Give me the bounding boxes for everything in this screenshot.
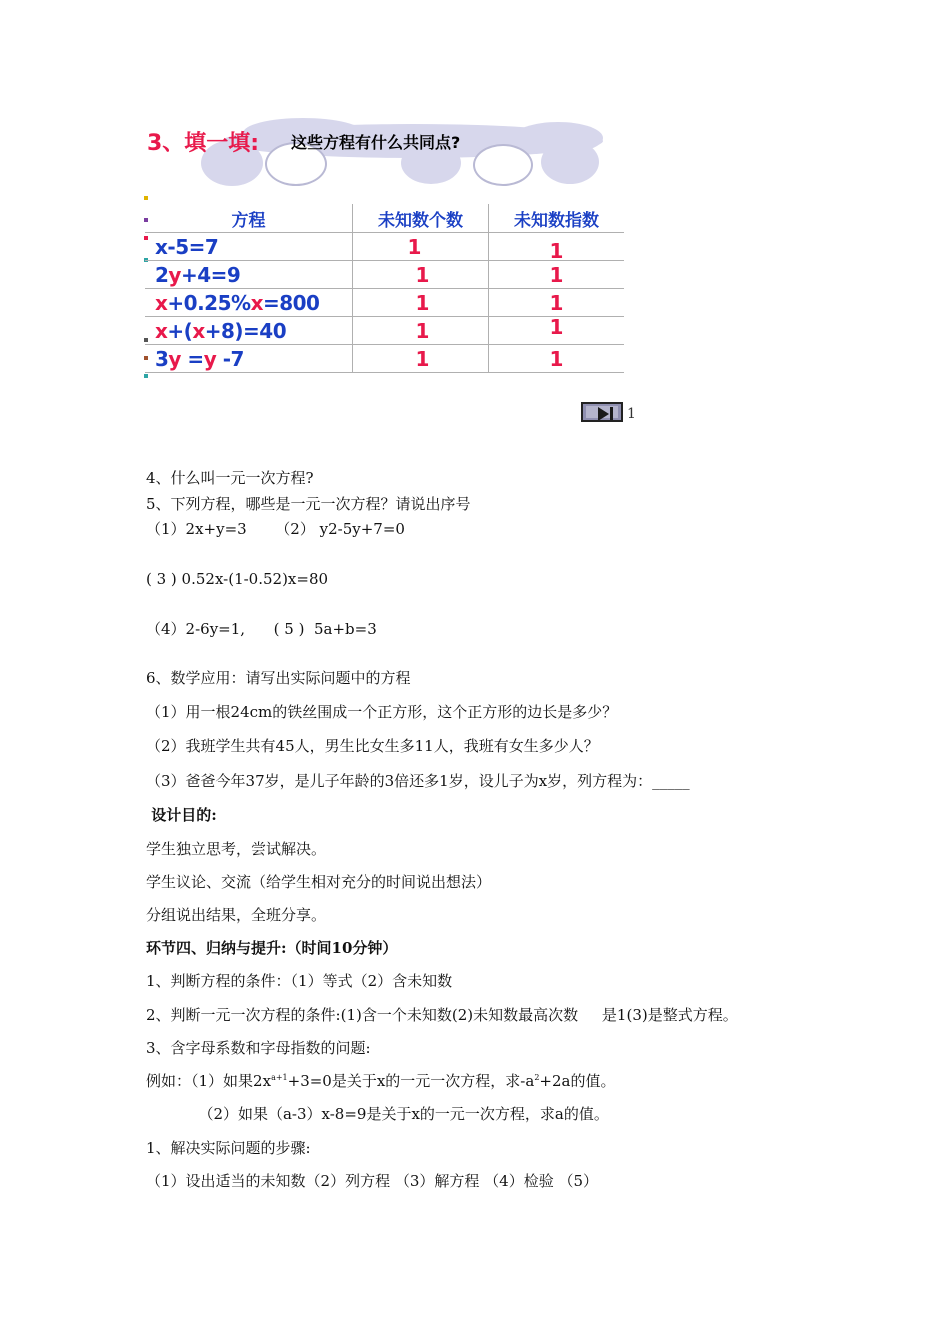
question-5-item-3: ( 3 ) 0.52x-(1-0.52)x=80 <box>146 570 329 588</box>
unknown-count-cell <box>353 261 489 289</box>
equation-part: +( <box>167 318 193 343</box>
equation-part: y <box>168 262 181 287</box>
exponent-a-plus-1: a+1 <box>271 1073 288 1082</box>
unknown-exponent-value: 1 <box>549 290 564 315</box>
unknown-exponent-value: 1 <box>549 314 564 339</box>
question-6-item-3: （3）爸爸今年37岁，是儿子年龄的3倍还多1岁，设儿子为x岁，列方程为：_____ <box>146 772 690 790</box>
table-row <box>145 345 624 373</box>
summary-line-1: 1、判断方程的条件：（1）等式（2）含未知数 <box>146 972 453 990</box>
table-row <box>145 261 624 289</box>
equation-part: +0.25% <box>167 290 251 315</box>
question-5-items-1-2: （1）2x+y=3 （2） y2-5y+7=0 <box>146 520 405 538</box>
unknown-count-cell <box>353 233 489 261</box>
exponent-2: 2 <box>534 1073 540 1082</box>
equation-part: +4=9 <box>180 262 241 287</box>
equation-text <box>145 319 286 343</box>
cloud-puff <box>541 140 599 184</box>
purpose-line-1: 学生独立思考，尝试解决。 <box>146 840 327 858</box>
unknown-exponent-value: 1 <box>549 346 564 371</box>
example-1-part-c: +2a的值。 <box>539 1072 616 1090</box>
unknown-count-value: 1 <box>415 290 430 315</box>
next-slide-button[interactable] <box>581 402 623 422</box>
unknown-count-cell <box>353 345 489 373</box>
summary-line-3: 3、含字母系数和字母指数的问题: <box>146 1039 371 1057</box>
header-unknown-exponent: 未知数指数 <box>489 204 625 233</box>
section-4-heading: 环节四、归纳与提升:（时间10分钟） <box>146 939 398 957</box>
question-6-item-1: （1）用一根24cm的铁丝围成一个正方形，这个正方形的边长是多少？ <box>146 703 618 721</box>
question-6-item-2: （2）我班学生共有45人，男生比女生多11人，我班有女生多少人？ <box>146 737 599 755</box>
unknown-count-value: 1 <box>415 318 430 343</box>
slide-image <box>143 118 635 393</box>
equation-part: y <box>168 346 181 371</box>
question-5: 5、下列方程，哪些是一元一次方程？请说出序号 <box>146 495 471 513</box>
table-row <box>145 317 624 345</box>
equation-table <box>145 204 624 373</box>
example-1 <box>146 1071 615 1091</box>
equation-part: +8)=40 <box>204 318 287 343</box>
equation-part: =800 <box>262 290 320 315</box>
steps-heading: 1、解决实际问题的步骤: <box>146 1139 311 1157</box>
table-row <box>145 233 624 261</box>
question-5-items-4-5: （4）2-6y=1, ( 5 ) 5a+b=3 <box>146 620 377 638</box>
equation-part: -7 <box>216 346 244 371</box>
equation-text <box>145 235 218 259</box>
equation-part: x <box>155 318 168 343</box>
next-end-icon <box>586 406 618 418</box>
equation-part: = <box>180 346 204 371</box>
unknown-exponent-cell <box>489 289 625 317</box>
bullet-marker <box>144 374 148 378</box>
equation-part: x <box>250 290 263 315</box>
slide-title-number: 3、填一填: <box>147 131 260 156</box>
equation-part: x <box>192 318 205 343</box>
unknown-count-cell <box>353 289 489 317</box>
equation-part: y <box>203 346 217 371</box>
equation-text <box>145 263 240 287</box>
unknown-exponent-value: 1 <box>549 262 564 287</box>
equation-cell <box>145 233 353 261</box>
page-number: 1 <box>627 406 636 422</box>
unknown-exponent-cell <box>489 345 625 373</box>
header-equation: 方程 <box>145 204 353 233</box>
equation-part: 3 <box>155 346 169 371</box>
question-4: 4、什么叫一元一次方程? <box>146 469 314 487</box>
unknown-exponent-cell <box>489 314 625 345</box>
steps-list: （1）设出适当的未知数（2）列方程 （3）解方程 （4）检验 （5） <box>146 1172 599 1190</box>
equation-part: x <box>155 234 168 259</box>
table-header-row <box>145 204 624 233</box>
equation-part: 2 <box>155 262 169 287</box>
cloud-puff <box>473 144 533 186</box>
purpose-line-3: 分组说出结果，全班分享。 <box>146 906 327 924</box>
question-6: 6、数学应用：请写出实际问题中的方程 <box>146 669 411 687</box>
unknown-count-value: 1 <box>415 262 430 287</box>
design-purpose-heading: 设计目的: <box>146 806 217 824</box>
unknown-count-value: 1 <box>407 234 422 259</box>
summary-line-2: 2、判断一元一次方程的条件:(1)含一个未知数(2)未知数最高次数 是1(3)是整式方程。 <box>146 1006 738 1024</box>
bullet-marker <box>144 196 148 200</box>
header-unknown-count: 未知数个数 <box>353 204 489 233</box>
equation-text <box>145 347 244 371</box>
equation-cell <box>145 317 353 345</box>
example-1-part-a: 例如：（1）如果2x <box>146 1072 272 1090</box>
equation-part: -5=7 <box>167 234 219 259</box>
unknown-exponent-value: 1 <box>549 238 564 263</box>
equation-text <box>145 291 319 315</box>
table-row <box>145 289 624 317</box>
unknown-exponent-cell <box>489 233 625 261</box>
equation-cell <box>145 261 353 289</box>
slide-title-question: 这些方程有什么共同点? <box>291 133 461 152</box>
unknown-exponent-cell <box>489 261 625 289</box>
equation-part: x <box>155 290 168 315</box>
equation-cell <box>145 345 353 373</box>
equation-cell <box>145 289 353 317</box>
purpose-line-2: 学生议论、交流（给学生相对充分的时间说出想法） <box>146 873 492 891</box>
example-2: （2）如果（a-3）x-8=9是关于x的一元一次方程，求a的值。 <box>146 1105 609 1123</box>
unknown-count-cell <box>353 317 489 345</box>
example-1-part-b: +3=0是关于x的一元一次方程，求-a <box>287 1072 535 1090</box>
unknown-count-value: 1 <box>415 346 430 371</box>
